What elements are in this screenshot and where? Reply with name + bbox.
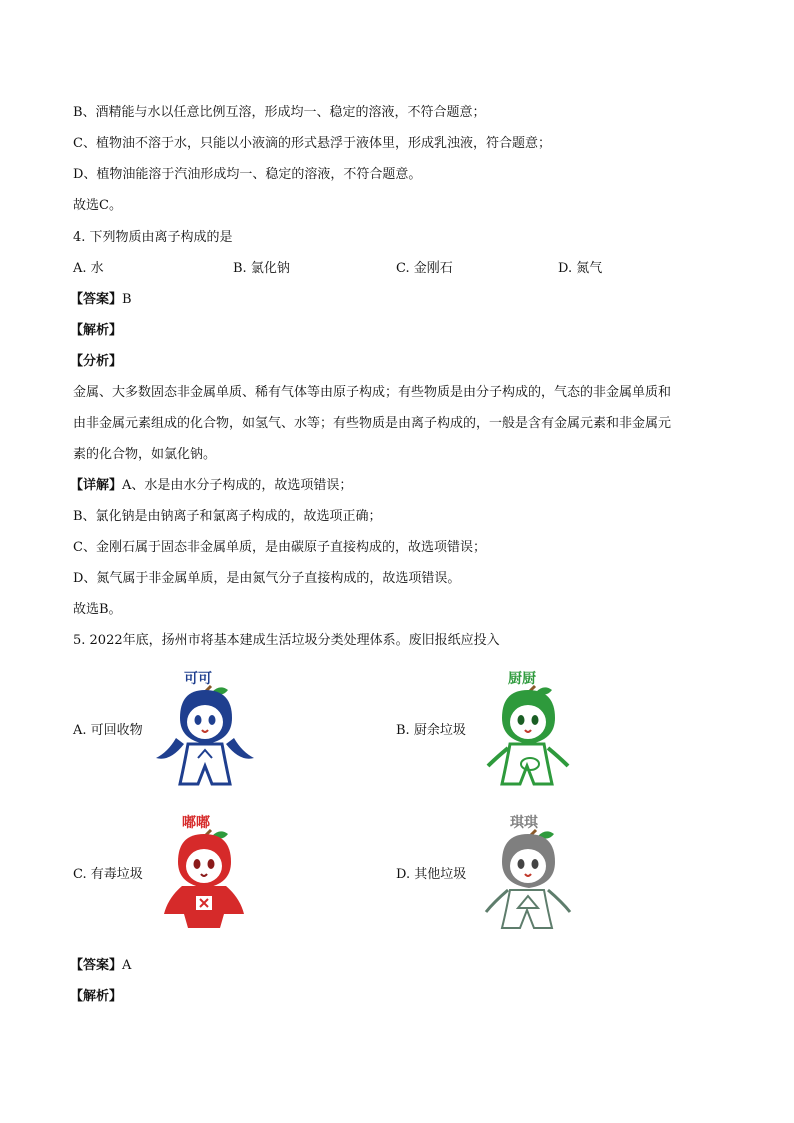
q4-answer-value: B xyxy=(122,292,132,307)
q4-analysis-line-1: 金属、大多数固态非金属单质、稀有气体等由原子构成；有些物质是由分子构成的，气态的非金属单质和 xyxy=(73,385,672,400)
mascot-dudu-name: 嘟嘟 xyxy=(182,815,210,831)
mascot-chuchu xyxy=(472,668,582,793)
q4-option-d: D. 氮气 xyxy=(558,261,603,276)
mascot-qiqi-figure xyxy=(472,812,582,937)
prev-option-d-text: D、植物油能溶于汽油形成均一、稳定的溶液，不符合题意。 xyxy=(73,167,422,182)
mascot-qiqi xyxy=(472,812,582,937)
q4-fenxi-label: 【分析】 xyxy=(70,354,123,369)
mascot-chuchu-figure xyxy=(472,668,582,793)
mascot-qiqi-name: 琪琪 xyxy=(510,815,538,831)
mascot-keke-name: 可可 xyxy=(184,671,212,687)
q4-analysis-line-2: 由非金属元素组成的化合物，如氢气、水等；有些物质是由离子构成的，一般是含有金属元素和非金属元 xyxy=(73,416,672,431)
q5-stem: 5. 2022年底，扬州市将基本建成生活垃圾分类处理体系。废旧报纸应投入 xyxy=(73,633,500,648)
q4-answer xyxy=(70,291,132,309)
mascot-chuchu-name: 厨厨 xyxy=(508,671,536,687)
prev-option-b-text: B、酒精能与水以任意比例互溶，形成均一、稳定的溶液，不符合题意； xyxy=(73,105,486,120)
prev-option-c-text: C、植物油不溶于水，只能以小液滴的形式悬浮于液体里，形成乳浊液，符合题意； xyxy=(73,136,551,151)
q5-option-a-label: A. 可回收物 xyxy=(73,723,143,738)
q4-detail-text-1: A、水是由水分子构成的，故选项错误； xyxy=(122,478,353,493)
mascot-keke-figure xyxy=(150,668,260,793)
q4-choice: 故选B。 xyxy=(73,602,122,617)
q4-detail-line-3: C、金刚石属于固态非金属单质，是由碳原子直接构成的，故选项错误； xyxy=(73,540,486,555)
q4-detail-line-2: B、氯化钠是由钠离子和氯离子构成的，故选项正确； xyxy=(73,509,382,524)
q5-option-d-label: D. 其他垃圾 xyxy=(396,867,467,882)
prev-choice: 故选C。 xyxy=(73,198,122,213)
q5-answer xyxy=(70,957,131,975)
q4-answer-label: 【答案】 xyxy=(70,292,123,307)
q4-option-c: C. 金刚石 xyxy=(396,261,453,276)
q5-option-b-label: B. 厨余垃圾 xyxy=(396,723,466,738)
q4-option-a: A. 水 xyxy=(73,261,104,276)
q4-analysis-label: 【解析】 xyxy=(70,323,123,338)
q4-analysis-line-3: 素的化合物，如氯化钠。 xyxy=(73,447,217,462)
q5-answer-value: A xyxy=(122,958,132,973)
q4-detail-line-4: D、氮气属于非金属单质，是由氮气分子直接构成的，故选项错误。 xyxy=(73,571,461,586)
q5-answer-label: 【答案】 xyxy=(70,958,123,973)
q4-detail-label: 【详解】 xyxy=(70,478,123,493)
mascot-dudu-figure xyxy=(150,812,260,937)
q4-option-b: B. 氯化钠 xyxy=(233,261,290,276)
q4-stem: 4. 下列物质由离子构成的是 xyxy=(73,230,233,245)
mascot-keke xyxy=(150,668,260,793)
q4-detail-line-1 xyxy=(70,477,352,495)
q5-option-c-label: C. 有毒垃圾 xyxy=(73,867,143,882)
q5-analysis-label: 【解析】 xyxy=(70,989,123,1004)
mascot-dudu xyxy=(150,812,260,937)
